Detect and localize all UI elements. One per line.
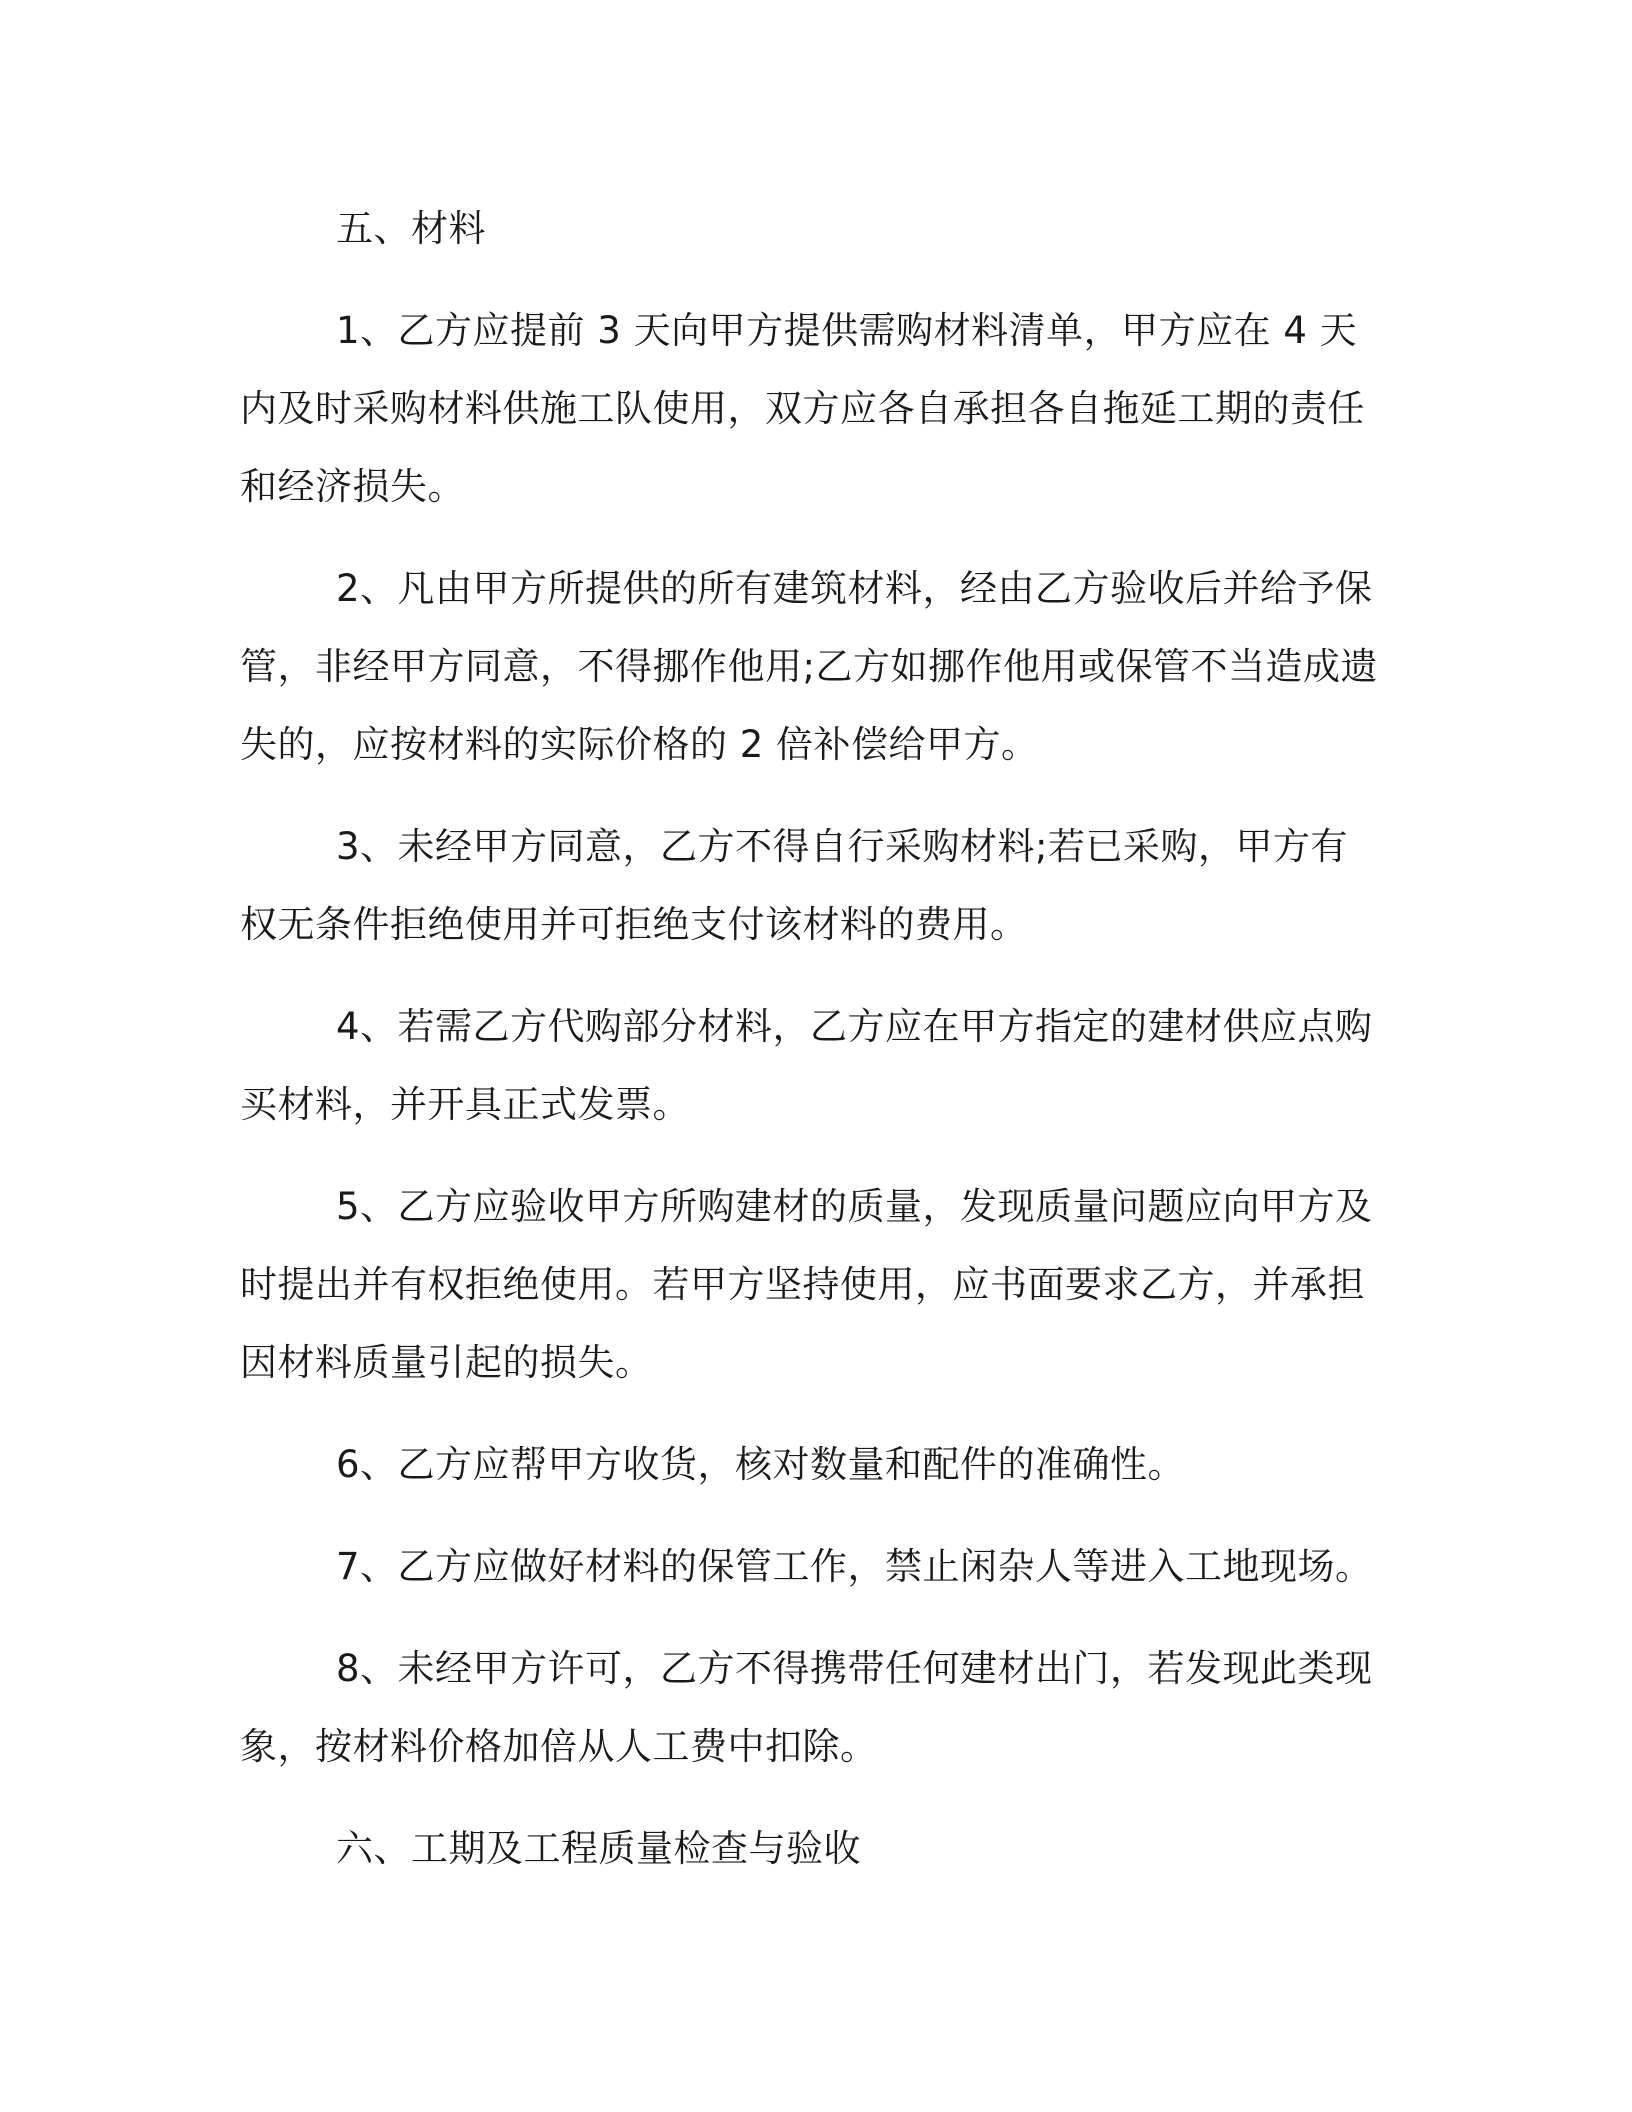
clause-5: 5、乙方应验收甲方所购建材的质量，发现质量问题应向甲方及时提出并有权拒绝使用。若甲方坚持使用，应书面要求乙方，并承担因材料质量引起的损失。 xyxy=(240,1185,1373,1384)
document-body xyxy=(240,190,1380,1888)
clause-2: 2、凡由甲方所提供的所有建筑材料，经由乙方验收后并给予保管，非经甲方同意，不得挪作他用;乙方如挪作他用或保管不当造成遗失的，应按材料的实际价格的 2 倍补偿给甲方。 xyxy=(240,567,1378,766)
section-heading-schedule-quality: 六、工期及工程质量检查与验收 xyxy=(336,1827,861,1870)
clause-8: 8、未经甲方许可，乙方不得携带任何建材出门，若发现此类现象，按材料价格加倍从人工费中扣除。 xyxy=(240,1647,1373,1768)
clause-7: 7、乙方应做好材料的保管工作，禁止闲杂人等进入工地现场。 xyxy=(336,1545,1373,1588)
clause-6: 6、乙方应帮甲方收货，核对数量和配件的准确性。 xyxy=(336,1443,1186,1486)
clause-1: 1、乙方应提前 3 天向甲方提供需购材料清单，甲方应在 4 天内及时采购材料供施工队使用，双方应各自承担各自拖延工期的责任和经济损失。 xyxy=(240,309,1365,508)
clause-3: 3、未经甲方同意，乙方不得自行采购材料;若已采购，甲方有权无条件拒绝使用并可拒绝支付该材料的费用。 xyxy=(240,825,1349,946)
clause-4: 4、若需乙方代购部分材料，乙方应在甲方指定的建材供应点购买材料，并开具正式发票。 xyxy=(240,1005,1373,1126)
section-heading-materials: 五、材料 xyxy=(336,207,486,250)
